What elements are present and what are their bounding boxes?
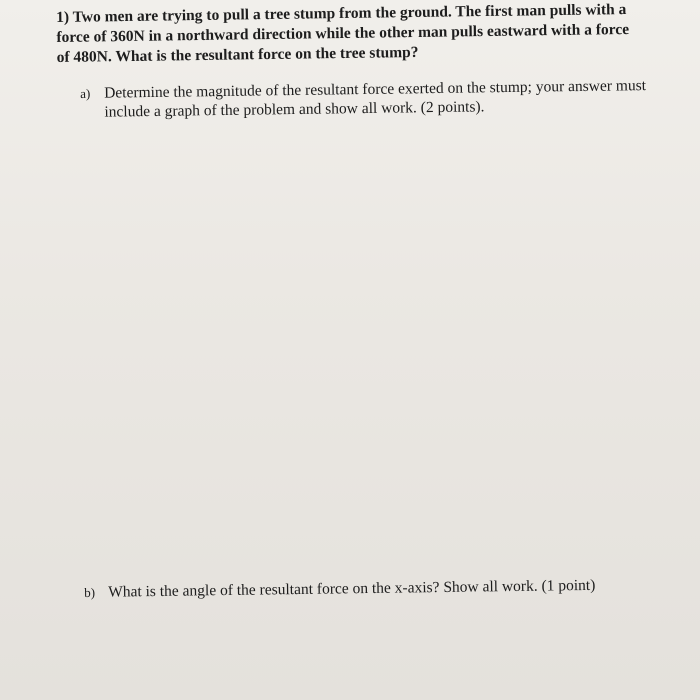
- part-a-line: Determine the magnitude of the resultant force exerted on the stump; your answer must: [104, 77, 647, 102]
- part-b-marker: b): [84, 584, 96, 600]
- question-1: [56, 0, 667, 68]
- question-line: of 480N. What is the resultant force on the tree stump?: [56, 43, 419, 66]
- part-b-text: [108, 575, 644, 601]
- part-a-line: include a graph of the problem and show all work. (2 points).: [104, 98, 485, 121]
- part-a-text: [104, 76, 670, 122]
- question-line: force of 360N in a northward direction while the other man pulls eastward with a force: [56, 21, 630, 46]
- question-line: 1) Two men are trying to pull a tree stump from the ground. The first man pulls with a: [56, 1, 627, 26]
- part-a: [80, 76, 670, 122]
- part-b-line: What is the angle of the resultant force on the x-axis? Show all work. (1 point): [108, 576, 596, 601]
- part-a-marker: a): [80, 85, 91, 101]
- part-b: [84, 575, 644, 602]
